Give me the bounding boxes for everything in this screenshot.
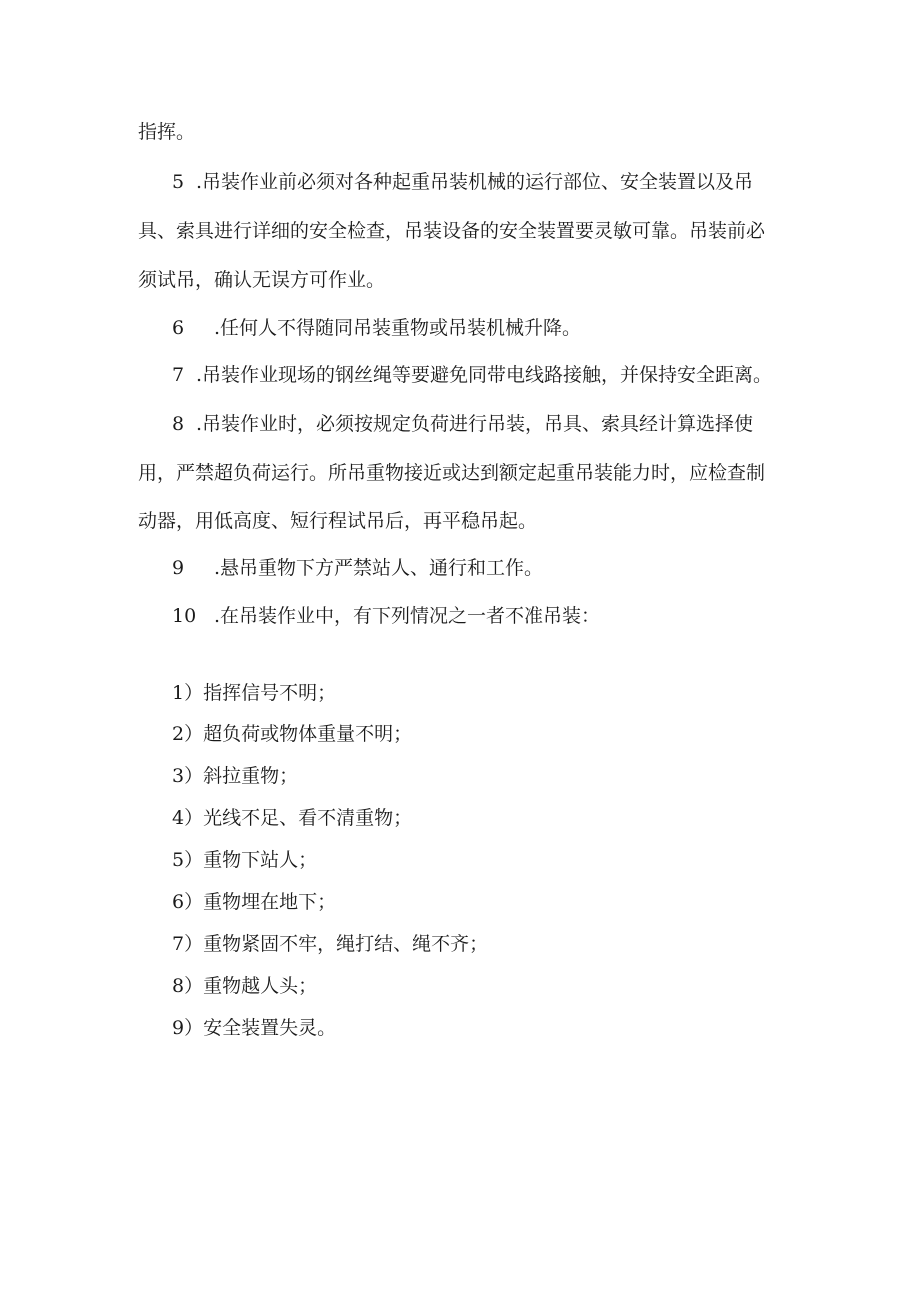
rule-number: 6 bbox=[172, 317, 185, 339]
rule-number: 8 bbox=[172, 413, 185, 435]
condition-item bbox=[172, 932, 488, 956]
condition-marker: 1） bbox=[172, 682, 204, 704]
rule-8-line-1 bbox=[172, 412, 753, 436]
rule-number: 9 bbox=[172, 557, 185, 579]
rule-6-line-1 bbox=[172, 316, 581, 340]
condition-marker: 3） bbox=[172, 765, 204, 787]
condition-marker: 2） bbox=[172, 723, 204, 745]
condition-item bbox=[172, 764, 298, 788]
condition-item bbox=[172, 1016, 336, 1040]
condition-text: 斜拉重物； bbox=[203, 765, 299, 787]
rule-8-line-3: 动器，用低高度、短行程试吊后，再平稳吊起。 bbox=[138, 510, 538, 532]
continuation-text: 指挥。 bbox=[138, 121, 196, 143]
condition-item bbox=[172, 681, 336, 705]
condition-marker: 8） bbox=[172, 975, 204, 997]
condition-item bbox=[172, 722, 412, 746]
condition-item bbox=[172, 890, 336, 914]
rule-5-line-1 bbox=[172, 170, 753, 194]
rule-number: 7 bbox=[172, 364, 185, 386]
rule-5-line-2: 具、索具进行详细的安全检查，吊装设备的安全装置要灵敏可靠。吊装前必 bbox=[138, 220, 766, 242]
condition-marker: 5） bbox=[172, 849, 204, 871]
condition-text: 光线不足、看不清重物； bbox=[203, 807, 413, 829]
rule-text: .悬吊重物下方严禁站人、通行和工作。 bbox=[214, 557, 544, 579]
condition-marker: 7） bbox=[172, 933, 204, 955]
condition-text: 重物埋在地下； bbox=[203, 891, 337, 913]
rule-10-line-1 bbox=[172, 604, 600, 628]
condition-item bbox=[172, 974, 317, 998]
rule-text: .吊装作业现场的钢丝绳等要避免同带电线路接触，并保持安全距离。 bbox=[196, 364, 773, 386]
condition-text: 重物越人头； bbox=[203, 975, 318, 997]
condition-marker: 6） bbox=[172, 891, 204, 913]
rule-text: .任何人不得随同吊装重物或吊装机械升降。 bbox=[214, 317, 582, 339]
condition-text: 安全装置失灵。 bbox=[203, 1017, 337, 1039]
condition-text: 指挥信号不明； bbox=[203, 682, 337, 704]
rule-text: .吊装作业前必须对各种起重吊装机械的运行部位、安全装置以及吊 bbox=[196, 171, 754, 193]
rule-7-line-1 bbox=[172, 363, 772, 387]
condition-text: 重物下站人； bbox=[203, 849, 318, 871]
rule-9-line-1 bbox=[172, 556, 543, 580]
condition-item bbox=[172, 806, 412, 830]
condition-text: 重物紧固不牢，绳打结、绳不齐； bbox=[203, 933, 489, 955]
rule-number: 10 bbox=[172, 605, 197, 627]
condition-marker: 4） bbox=[172, 807, 204, 829]
rule-8-line-2: 用，严禁超负荷运行。所吊重物接近或达到额定起重吊装能力时，应检查制 bbox=[138, 462, 766, 484]
condition-item bbox=[172, 848, 317, 872]
condition-marker: 9） bbox=[172, 1017, 204, 1039]
condition-text: 超负荷或物体重量不明； bbox=[203, 723, 413, 745]
rule-text: .吊装作业时，必须按规定负荷进行吊装，吊具、索具经计算选择使 bbox=[196, 413, 754, 435]
rule-5-line-3: 须试吊，确认无误方可作业。 bbox=[138, 269, 386, 291]
rule-number: 5 bbox=[172, 171, 185, 193]
rule-text: .在吊装作业中，有下列情况之一者不准吊装： bbox=[214, 605, 601, 627]
